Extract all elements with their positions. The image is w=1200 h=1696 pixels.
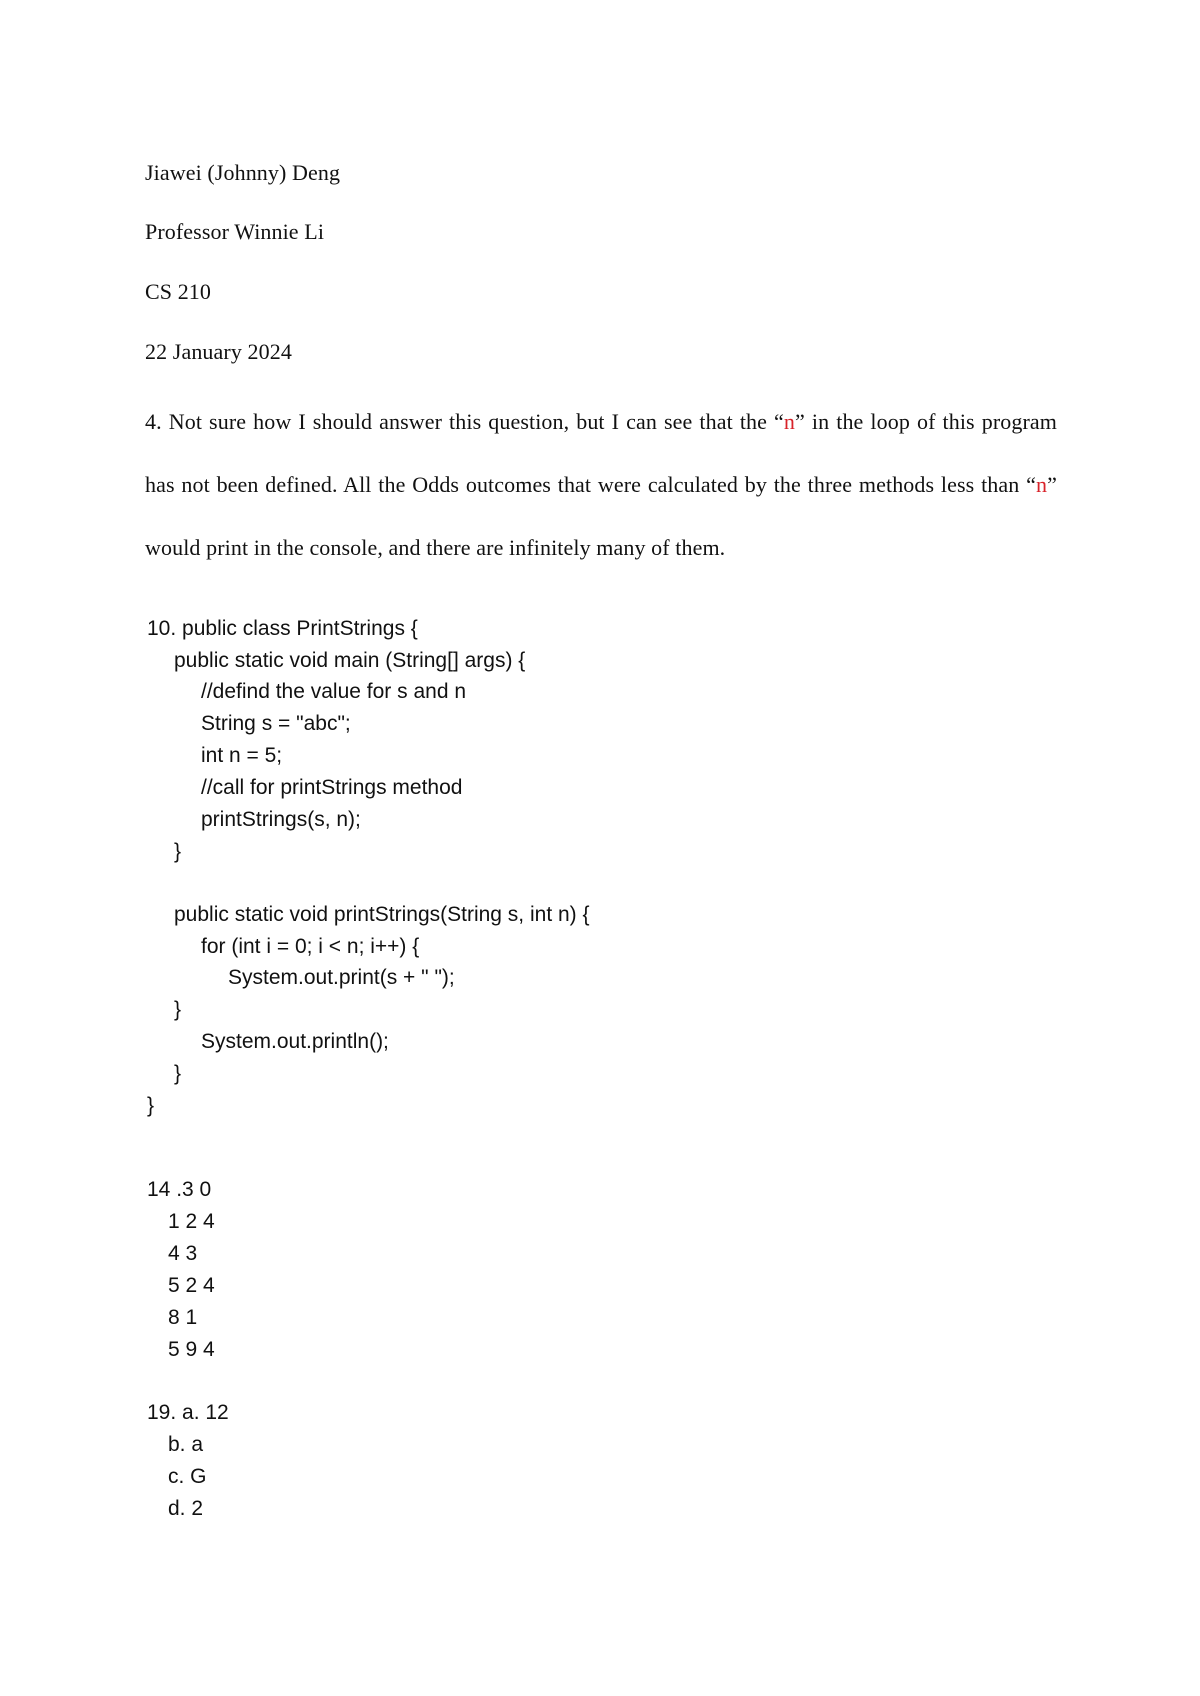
answer-4-paragraph (145, 390, 1057, 579)
code-line: String s = "abc"; (201, 712, 351, 735)
course-code: CS 210 (145, 279, 212, 304)
answer-4-text-3: ” would print in the console, and there are infinitely many of them. (145, 472, 1057, 560)
answer-4-variable-n: n (783, 409, 795, 434)
answer-4-text-1: 4. Not sure how I should answer this question, but I can see that the “ (145, 409, 784, 434)
answer-19-line: 19. a. 12 (147, 1401, 229, 1424)
student-name: Jiawei (Johnny) Deng (145, 160, 341, 185)
code-line: 10. public class PrintStrings { (147, 617, 418, 640)
code-line: printStrings(s, n); (201, 808, 361, 831)
answer-14-line: 1 2 4 (168, 1210, 215, 1233)
answer-14-line: 14 .3 0 (147, 1178, 212, 1201)
code-line: System.out.println(); (201, 1030, 389, 1053)
code-line: for (int i = 0; i < n; i++) { (201, 935, 420, 958)
code-line: } (174, 998, 182, 1021)
code-line: public static void printStrings(String s, int n) { (174, 903, 590, 926)
code-line: int n = 5; (201, 744, 283, 767)
code-line: } (147, 1094, 155, 1117)
code-line: //defind the value for s and n (201, 680, 467, 703)
answer-19-line: d. 2 (168, 1497, 204, 1520)
code-line: } (174, 840, 182, 863)
code-line: public static void main (String[] args) { (174, 649, 526, 672)
answer-19-line: c. G (168, 1465, 207, 1488)
answer-4-variable-n-2: n (1036, 472, 1048, 497)
answer-14-line: 8 1 (168, 1306, 198, 1329)
answer-14-line: 5 2 4 (168, 1274, 215, 1297)
code-line: System.out.print(s + " "); (228, 966, 455, 989)
document-date: 22 January 2024 (145, 339, 292, 364)
answer-14-line: 5 9 4 (168, 1338, 215, 1361)
code-line: } (174, 1062, 182, 1085)
answer-14-line: 4 3 (168, 1242, 198, 1265)
answer-4-text-2: ” in the loop of this program has not been defined. All the Odds outcomes that were calculated by the three methods less than “ (145, 409, 1057, 497)
code-line: //call for printStrings method (201, 776, 463, 799)
professor-name: Professor Winnie Li (145, 219, 325, 244)
answer-19-line: b. a (168, 1433, 204, 1456)
